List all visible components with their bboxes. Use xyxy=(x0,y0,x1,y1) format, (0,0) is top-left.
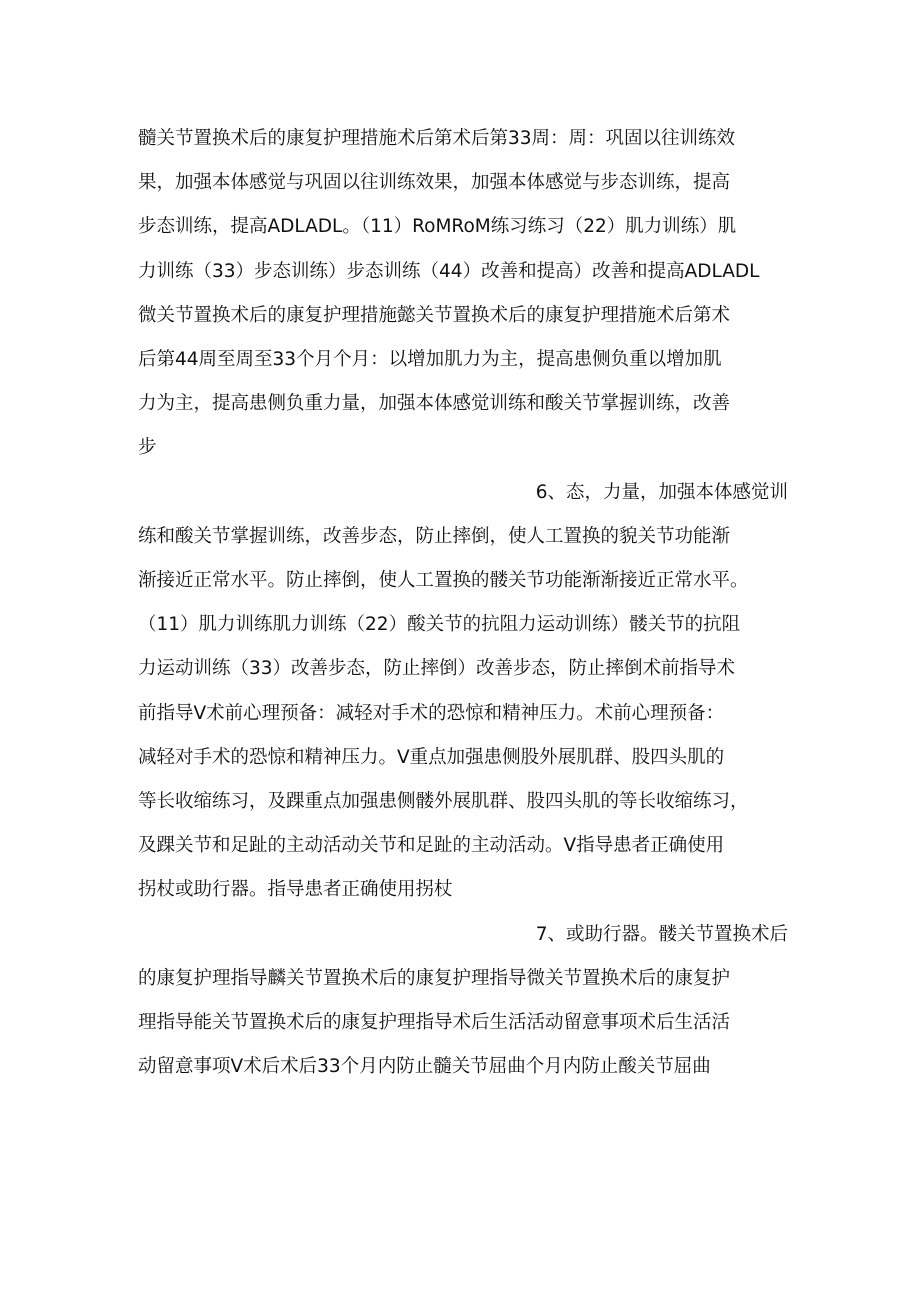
paragraph-2 xyxy=(138,471,788,913)
text-line: 练和酸关节掌握训练，改善步态，防止摔倒，使人工置换的貌关节功能渐 xyxy=(138,525,731,547)
text-line: 微关节置换术后的康复护理措施懿关节置换术后的康复护理措施术后第术 xyxy=(138,304,731,326)
document-body xyxy=(138,117,788,1089)
paragraph-3 xyxy=(138,913,788,1090)
text-line: 果，加强本体感觉与巩固以往训练效果，加强本体感觉与步态训练，提高 xyxy=(138,172,731,194)
text-line: 的康复护理指导麟关节置换术后的康复护理指导微关节置换术后的康复护 xyxy=(138,967,731,989)
text-line: 及踝关节和足趾的主动活动关节和足趾的主动活动。V指导患者正确使用 xyxy=(138,835,725,857)
text-line: 动留意事项V术后术后33个月内防止髓关节屈曲个月内防止酸关节屈曲 xyxy=(138,1056,711,1078)
text-line: 髓关节置换术后的康复护理措施术后第术后第33周：周：巩固以往训练效 xyxy=(138,128,736,149)
section-heading-line: 7、或助行器。髅关节置换术后 xyxy=(535,923,788,945)
text-line: 拐杖或助行器。指导患者正确使用拐杖 xyxy=(138,879,453,901)
section-heading-line: 6、态，力量，加强本体感觉训 xyxy=(535,481,788,503)
text-line: 步态训练，提高ADLADL。（11）RoMRoM练习练习（22）肌力训练）肌 xyxy=(138,216,737,238)
text-line: （11）肌力训练肌力训练（22）酸关节的抗阻力运动训练）髅关节的抗阻 xyxy=(138,614,741,636)
text-line: 力训练（33）步态训练）步态训练（44）改善和提高）改善和提高ADLADL xyxy=(138,260,760,282)
text-line: 力运动训练（33）改善步态，防止摔倒）改善步态，防止摔倒术前指导术 xyxy=(138,658,736,680)
paragraph-1 xyxy=(138,117,788,471)
text-line: 步 xyxy=(138,437,157,459)
text-line: 等长收缩练习，及踝重点加强患侧髅外展肌群、股四头肌的等长收缩练习， xyxy=(138,791,749,813)
text-line: 渐接近正常水平。防止摔倒，使人工置换的髅关节功能渐渐接近正常水平。 xyxy=(138,570,749,592)
text-line: 减轻对手术的恐惊和精神压力。V重点加强患侧股外展肌群、股四头肌的 xyxy=(138,746,725,768)
text-line: 力为主，提高患侧负重力量，加强本体感觉训练和酸关节掌握训练，改善 xyxy=(138,393,731,415)
text-line: 理指导能关节置换术后的康复护理指导术后生活活动留意事项术后生活活 xyxy=(138,1012,731,1034)
text-line: 前指导V术前心理预备：减轻对手术的恐惊和精神压力。术前心理预备： xyxy=(138,702,725,724)
text-line: 后第44周至周至33个月个月：以增加肌力为主，提高患侧负重以增加肌 xyxy=(138,349,722,371)
